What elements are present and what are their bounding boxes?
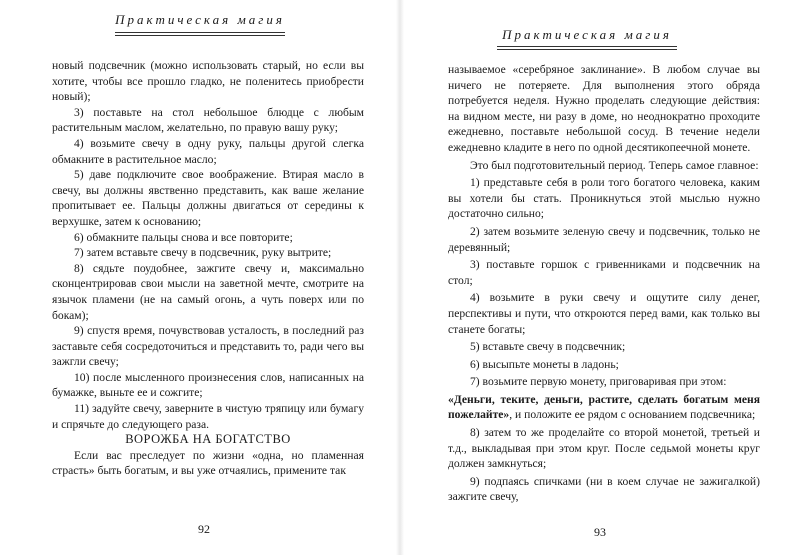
page-number: 93 xyxy=(594,525,606,539)
list-item: 1) представьте себя в роли того богатого человека, каким вы хотели бы стать. Проникнуться этой мыслью нужно достаточно сильно; xyxy=(448,176,760,221)
running-header: Практическая магия xyxy=(502,27,672,42)
section-heading: ВОРОЖБА НА БОГАТСТВО xyxy=(125,432,291,447)
header-rule xyxy=(497,46,677,50)
list-item: 8) сядьте поудобнее, зажгите свечу и, максимально сконцентрировав свои мысли на заветной мечте, смотрите на язычок пламени (не на самый огонь, а чуть поверх или по бокам); xyxy=(52,261,364,322)
left-page-text xyxy=(52,58,364,479)
list-item: 5) даве подключите свое воображение. Втирая масло в свечу, вы должны явственно представить, как ваше желание пропитывает ее. Пальцы должны двигаться от середины к верхушке, затем к основанию; xyxy=(52,168,364,228)
list-item: 3) поставьте на стол небольшое блюдце с любым растительным маслом, желательно, по правую вашу руку; xyxy=(52,105,364,135)
list-item: 7) возьмите первую монету, приговаривая при этом: xyxy=(470,375,727,389)
list-item: 5) вставьте свечу в подсвечник; xyxy=(470,340,626,354)
list-item: 4) возьмите в руки свечу и ощутите силу денег, перспективы и пути, что откроются перед вами, как только вы станете богаты; xyxy=(448,291,760,336)
left-page xyxy=(0,0,398,555)
incantation-paragraph xyxy=(448,392,760,423)
header-rule xyxy=(115,32,285,36)
list-item: 6) высыпьте монеты в ладонь; xyxy=(470,357,619,371)
paragraph: Это был подготовительный период. Теперь самое главное: xyxy=(470,158,759,172)
list-item: 11) задуйте свечу, заверните в чистую тряпицу или бумагу и спрячьте до следующего раза. xyxy=(52,402,364,431)
right-page-text xyxy=(448,62,760,507)
list-item: 8) затем то же проделайте со второй монетой, третьей и т.д., выкладывая при этом круг. После седьмой монеты круг должен замкнуться; xyxy=(448,426,760,471)
list-item: 6) обмакните пальцы снова и все повторите; xyxy=(74,230,293,244)
list-item: 9) спустя время, почувствовав усталость, в последний раз заставьте себя сосредоточиться и представить то, ради чего вы зажгли свечу; xyxy=(52,324,364,369)
list-item: 7) затем вставьте свечу в подсвечник, руку вытрите; xyxy=(74,246,332,260)
right-page xyxy=(402,0,800,555)
list-item: 2) затем возьмите зеленую свечу и подсвечник, только не деревянный; xyxy=(448,224,760,254)
paragraph: называемое «серебряное заклинание». В любом случае вы ничего не потеряете. Для выполнения этого обряда потребуется неделя. Нужно проделать следующие действия: на видном месте, ни разу в доме, но неоднократно проходите ежедневно, поставьте небольшой сосуд. В течение недели ежедневно кладите в него по одной десятикопеечной монете. xyxy=(448,63,760,154)
incantation-continuation: , и положите ее рядом с основанием подсвечника; xyxy=(509,408,756,422)
paragraph: новый подсвечник (можно использовать старый, но если вы хотите, чтобы все прошло гладко, не поленитесь приобрести новый); xyxy=(52,59,364,104)
running-header: Практическая магия xyxy=(115,12,285,27)
page-number: 92 xyxy=(198,522,210,536)
paragraph: Если вас преследует по жизни «одна, но пламенная страсть» быть богатым, и вы уже отчаялись, примените так xyxy=(52,448,364,478)
incantation-text: «Деньги, теките, деньги, растите, сделать богатым меня пожелайте» xyxy=(448,392,760,422)
list-item: 3) поставьте горшок с гривенниками и подсвечник на стол; xyxy=(448,258,760,287)
list-item: 9) подпаясь спичками (ни в коем случае не зажигалкой) зажгите свечу, xyxy=(448,474,760,504)
list-item: 10) после мысленного произнесения слов, написанных на бумажке, выньте ее и сожгите; xyxy=(52,370,364,400)
list-item: 4) возьмите свечу в одну руку, пальцы другой слегка обмакните в растительное масло; xyxy=(52,136,364,166)
